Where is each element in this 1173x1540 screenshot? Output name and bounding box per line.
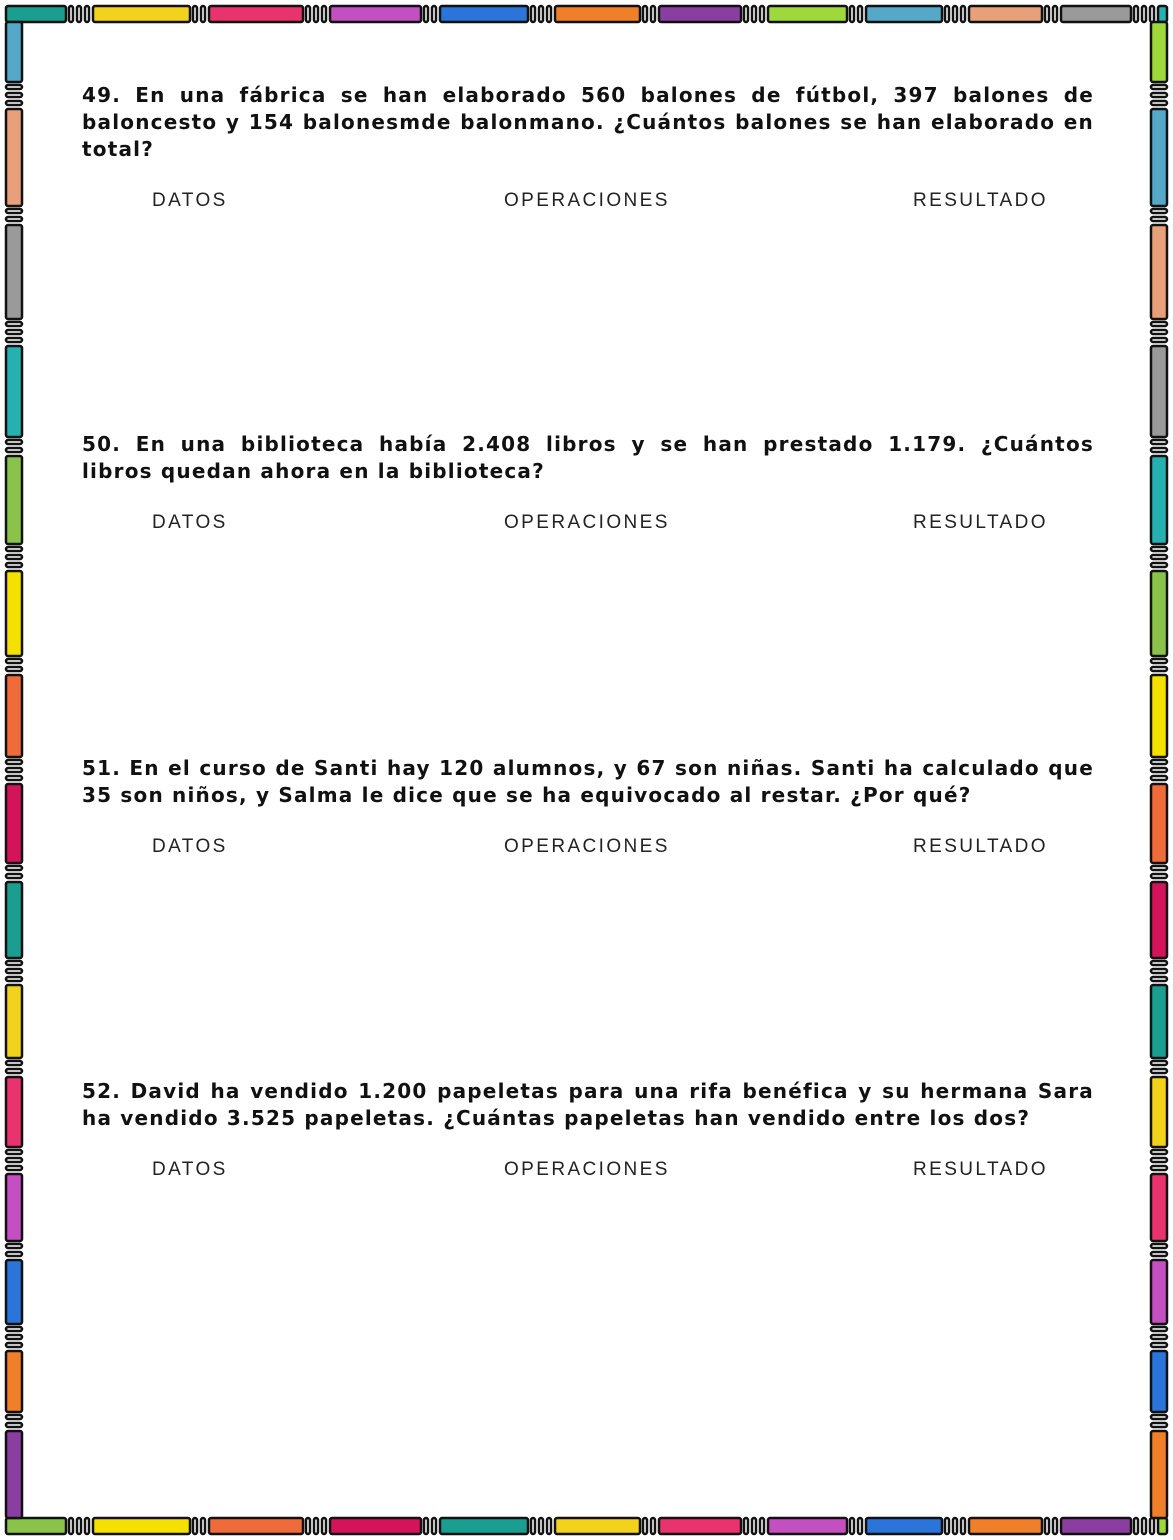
border-dash [1151,1158,1167,1162]
border-segment [555,1518,640,1534]
border-segment [969,6,1042,22]
border-dash [6,1244,22,1248]
border-dash [945,6,949,22]
border-dash [1151,760,1167,764]
border-dash [945,1518,949,1534]
border-dash [1151,547,1167,551]
border-dash [6,547,22,551]
border-dash [1151,330,1167,334]
border-dash [643,6,647,22]
border-dash [531,6,535,22]
border-segment [1151,1351,1167,1412]
border-segment [209,1518,303,1534]
border-segment [6,1518,66,1534]
border-segment [1151,1431,1167,1518]
border-dash [69,1518,73,1534]
border-dash [424,6,428,22]
border-dash [547,1518,551,1534]
border-segment [1151,882,1167,958]
border-dash [1151,209,1167,213]
border-dash [424,1518,428,1534]
border-dash [1151,1069,1167,1073]
border-segment [330,1518,421,1534]
resultado-label: RESULTADO [913,512,1048,533]
border-dash [850,6,854,22]
border-dash [1151,101,1167,105]
border-segment [1151,784,1167,863]
border-dash [1151,776,1167,780]
border-dash [953,6,957,22]
border-dash [1151,85,1167,89]
border-dash [1150,1518,1154,1534]
border-dash [6,1327,22,1331]
border-dash [6,969,22,973]
border-dash [6,563,22,567]
border-segment [6,784,22,863]
border-dash [6,961,22,965]
problem-52-text: 52. David ha vendido 1.200 papeletas para una rifa benéfica y su hermana Sara ha vendido 3.525 papeletas. ¿Cuántas papeletas han vendido entre los dos? [82,1079,1094,1130]
border-segment [659,6,741,22]
border-segment [1151,346,1167,437]
border-dash [6,977,22,981]
border-dash [1053,1518,1057,1534]
border-dash [314,6,318,22]
border-dash [531,1518,535,1534]
border-dash [858,6,862,22]
border-dash [858,1518,862,1534]
border-dash [6,1252,22,1256]
border-dash [6,760,22,764]
border-dash [6,555,22,559]
border-dash [6,338,22,342]
problem-49 [82,82,1094,211]
border-segment [6,456,22,544]
border-dash [6,1166,22,1170]
border-dash [760,1518,764,1534]
border-segment [6,1077,22,1147]
border-segment [93,6,190,22]
datos-label: DATOS [152,512,228,533]
border-dash [539,6,543,22]
problem-49-text: 49. En una fábrica se han elaborado 560 balones de fútbol, 397 balones de baloncesto y 154 balonesmde balonmano. ¿Cuántos balones se han elaborado en total? [82,83,1094,161]
border-segment [1151,985,1167,1058]
border-dash [1151,768,1167,772]
border-segment [6,1174,22,1241]
datos-label: DATOS [152,836,228,857]
border-dash [6,1158,22,1162]
border-dash [1045,6,1049,22]
border-dash [961,6,965,22]
border-segment [6,1351,22,1412]
resultado-label: RESULTADO [913,1159,1048,1180]
border-dash [1134,1518,1138,1534]
operaciones-label: OPERACIONES [504,512,670,533]
border-segment [440,6,528,22]
border-dash [201,1518,205,1534]
border-dash [6,1069,22,1073]
border-segment [1151,225,1167,319]
border-segment [6,571,22,656]
border-dash [1151,555,1167,559]
border-dash [69,6,73,22]
border-segment [1158,1518,1167,1534]
problem-52-columns [82,1159,1094,1183]
border-segment [330,6,421,22]
border-dash [432,1518,436,1534]
border-dash [77,6,81,22]
border-dash [85,6,89,22]
border-dash [1151,969,1167,973]
problem-50-text: 50. En una biblioteca había 2.408 libros y se han prestado 1.179. ¿Cuántos libros quedan ahora en la biblioteca? [82,432,1094,483]
datos-label: DATOS [152,1159,228,1180]
border-dash [1151,563,1167,567]
problem-51 [82,755,1094,857]
border-dash [1151,338,1167,342]
border-dash [1151,1252,1167,1256]
border-dash [1151,1423,1167,1427]
border-dash [643,1518,647,1534]
border-dash [1151,1150,1167,1154]
border-dash [1151,1327,1167,1331]
border-dash [1151,667,1167,671]
border-segment [1061,6,1131,22]
border-dash [1142,1518,1146,1534]
border-dash [6,1061,22,1065]
problem-52 [82,1078,1094,1180]
operaciones-label: OPERACIONES [504,836,670,857]
border-dash [6,93,22,97]
border-dash [6,768,22,772]
border-dash [6,667,22,671]
border-dash [1151,874,1167,878]
border-dash [193,6,197,22]
border-dash [752,6,756,22]
datos-label: DATOS [152,190,228,211]
problem-51-text: 51. En el curso de Santi hay 120 alumnos, y 67 son niñas. Santi ha calculado que 35 son niños, y Salma le dice que se ha equivocado al restar. ¿Por qué? [82,756,1094,807]
border-dash [6,322,22,326]
border-dash [651,1518,655,1534]
border-dash [961,1518,965,1534]
border-dash [201,6,205,22]
border-segment [1061,1518,1131,1534]
border-dash [1134,6,1138,22]
border-dash [1045,1518,1049,1534]
border-segment [6,22,22,82]
border-dash [744,6,748,22]
problem-51-columns [82,836,1094,860]
border-segment [6,225,22,319]
border-segment [1151,675,1167,757]
border-dash [1053,6,1057,22]
border-segment [1151,571,1167,656]
border-segment [6,985,22,1058]
border-segment [866,6,942,22]
border-dash [651,6,655,22]
border-dash [6,1335,22,1339]
border-segment [6,675,22,757]
border-segment [1158,6,1167,22]
border-dash [6,448,22,452]
border-dash [322,6,326,22]
border-segment [6,346,22,437]
border-dash [539,1518,543,1534]
border-dash [1150,6,1154,22]
border-segment [6,1431,22,1518]
border-dash [1151,866,1167,870]
border-dash [1151,440,1167,444]
border-dash [6,776,22,780]
border-dash [1151,93,1167,97]
border-dash [1151,448,1167,452]
border-dash [1151,961,1167,965]
border-dash [6,659,22,663]
border-dash [6,85,22,89]
border-dash [85,1518,89,1534]
border-segment [768,6,847,22]
border-dash [193,1518,197,1534]
operaciones-label: OPERACIONES [504,190,670,211]
border-dash [1151,659,1167,663]
problem-49-columns [82,190,1094,214]
border-dash [6,209,22,213]
border-segment [555,6,640,22]
border-segment [6,882,22,958]
border-segment [659,1518,741,1534]
resultado-label: RESULTADO [913,190,1048,211]
border-dash [306,1518,310,1534]
operaciones-label: OPERACIONES [504,1159,670,1180]
border-segment [209,6,303,22]
border-segment [1151,109,1167,206]
border-dash [1151,1343,1167,1347]
border-segment [6,109,22,206]
border-dash [6,874,22,878]
border-segment [440,1518,528,1534]
border-dash [6,1150,22,1154]
border-segment [1151,456,1167,544]
border-segment [1151,1260,1167,1324]
border-dash [850,1518,854,1534]
border-dash [6,1343,22,1347]
border-dash [432,6,436,22]
border-dash [1151,1335,1167,1339]
problem-50-columns [82,512,1094,536]
border-dash [6,1415,22,1419]
border-dash [1151,1244,1167,1248]
border-dash [1151,322,1167,326]
border-dash [1151,977,1167,981]
border-dash [1151,217,1167,221]
border-segment [93,1518,190,1534]
border-dash [760,6,764,22]
border-dash [6,1423,22,1427]
border-dash [752,1518,756,1534]
border-segment [6,1260,22,1324]
border-dash [953,1518,957,1534]
border-segment [1151,1174,1167,1241]
border-segment [1151,1077,1167,1147]
border-dash [1151,1061,1167,1065]
resultado-label: RESULTADO [913,836,1048,857]
border-dash [6,101,22,105]
border-dash [314,1518,318,1534]
border-dash [306,6,310,22]
border-dash [6,330,22,334]
border-segment [768,1518,847,1534]
border-segment [1151,22,1167,82]
border-dash [322,1518,326,1534]
border-dash [744,1518,748,1534]
border-dash [6,866,22,870]
border-dash [1151,1415,1167,1419]
border-dash [1142,6,1146,22]
border-segment [866,1518,942,1534]
border-dash [6,440,22,444]
border-dash [547,6,551,22]
border-dash [77,1518,81,1534]
border-segment [6,6,66,22]
border-dash [1151,1166,1167,1170]
border-segment [969,1518,1042,1534]
border-dash [6,217,22,221]
problem-50 [82,431,1094,533]
